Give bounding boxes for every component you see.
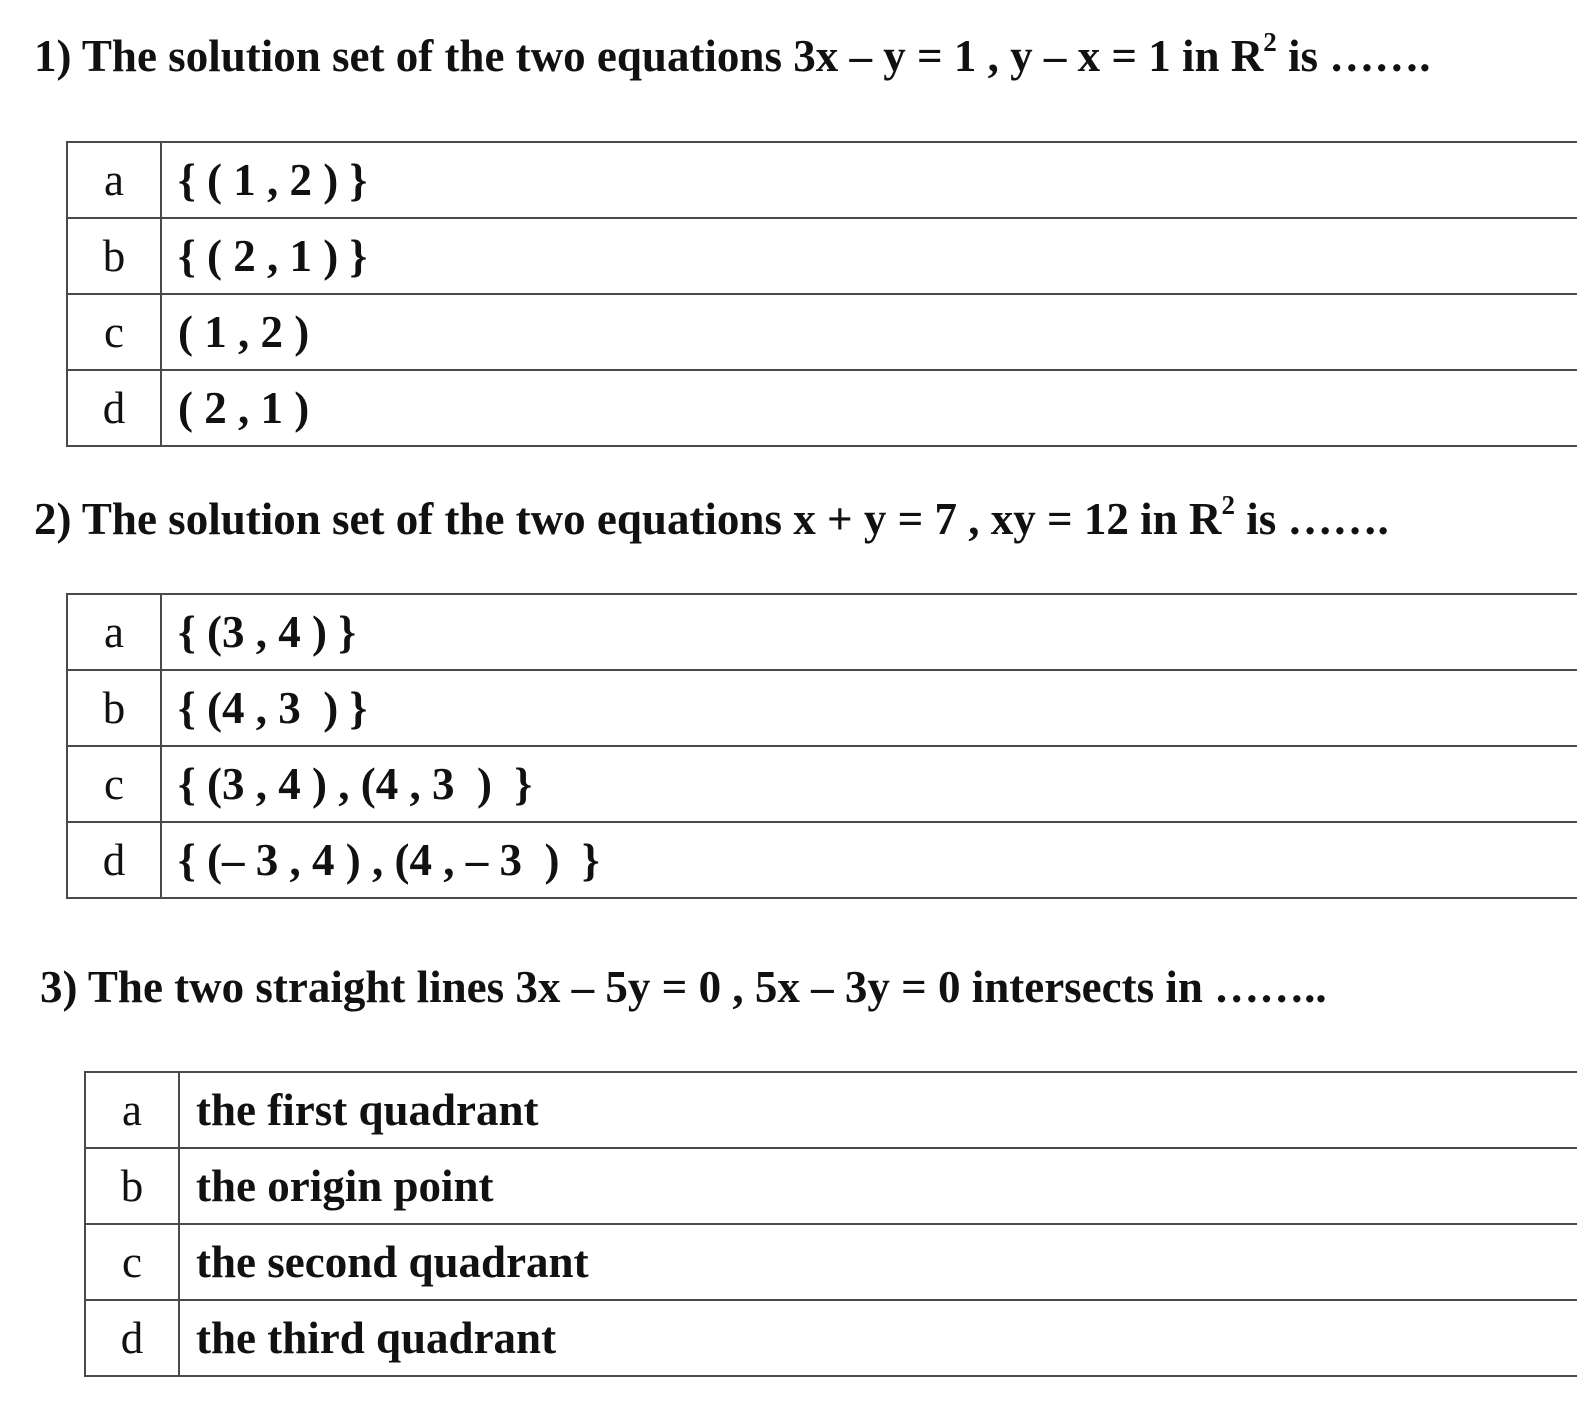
option-letter: a — [67, 142, 161, 218]
option-letter: a — [67, 594, 161, 670]
option-row-2d[interactable] — [67, 822, 1577, 898]
option-letter: b — [85, 1148, 179, 1224]
option-letter: d — [67, 822, 161, 898]
option-row-1a[interactable] — [67, 142, 1577, 218]
option-letter: b — [67, 670, 161, 746]
option-answer: ( 1 , 2 ) — [161, 294, 1577, 370]
option-answer: ( 2 , 1 ) — [161, 370, 1577, 446]
option-letter: b — [67, 218, 161, 294]
option-answer: { (3 , 4 ) } — [161, 594, 1577, 670]
question-1-suffix: is ……. — [1276, 31, 1431, 81]
question-1-text — [34, 27, 1431, 81]
question-2-superscript: 2 — [1221, 490, 1235, 520]
question-1-superscript: 2 — [1263, 27, 1277, 57]
option-row-3b[interactable] — [85, 1148, 1577, 1224]
question-3-options-table — [84, 1071, 1577, 1377]
option-answer: the first quadrant — [179, 1072, 1577, 1148]
question-3-prefix: 3) The two straight lines 3x – 5y = 0 , 5x – 3y = 0 intersects in …….. — [40, 962, 1327, 1012]
option-row-1b[interactable] — [67, 218, 1577, 294]
option-letter: d — [85, 1300, 179, 1376]
question-2-prefix: 2) The solution set of the two equations x + y = 7 , xy = 12 in R — [34, 494, 1222, 544]
option-answer: { (3 , 4 ) , (4 , 3 ) } — [161, 746, 1577, 822]
option-letter: c — [67, 294, 161, 370]
option-answer: the second quadrant — [179, 1224, 1577, 1300]
question-1-prefix: 1) The solution set of the two equations 3x – y = 1 , y – x = 1 in R — [34, 31, 1264, 81]
option-row-1c[interactable] — [67, 294, 1577, 370]
option-letter: c — [85, 1224, 179, 1300]
option-row-3c[interactable] — [85, 1224, 1577, 1300]
option-row-2c[interactable] — [67, 746, 1577, 822]
option-letter: c — [67, 746, 161, 822]
option-answer: { ( 1 , 2 ) } — [161, 142, 1577, 218]
question-2-options-table — [66, 593, 1577, 899]
question-2-suffix: is ……. — [1234, 494, 1389, 544]
question-3-text — [40, 962, 1327, 1012]
option-row-2b[interactable] — [67, 670, 1577, 746]
option-answer: the origin point — [179, 1148, 1577, 1224]
option-letter: d — [67, 370, 161, 446]
option-row-3d[interactable] — [85, 1300, 1577, 1376]
option-answer: the third quadrant — [179, 1300, 1577, 1376]
question-1-options-table — [66, 141, 1577, 447]
option-answer: { (– 3 , 4 ) , (4 , – 3 ) } — [161, 822, 1577, 898]
option-row-2a[interactable] — [67, 594, 1577, 670]
option-answer: { (4 , 3 ) } — [161, 670, 1577, 746]
option-row-1d[interactable] — [67, 370, 1577, 446]
question-2-text — [34, 490, 1389, 544]
option-answer: { ( 2 , 1 ) } — [161, 218, 1577, 294]
option-letter: a — [85, 1072, 179, 1148]
option-row-3a[interactable] — [85, 1072, 1577, 1148]
